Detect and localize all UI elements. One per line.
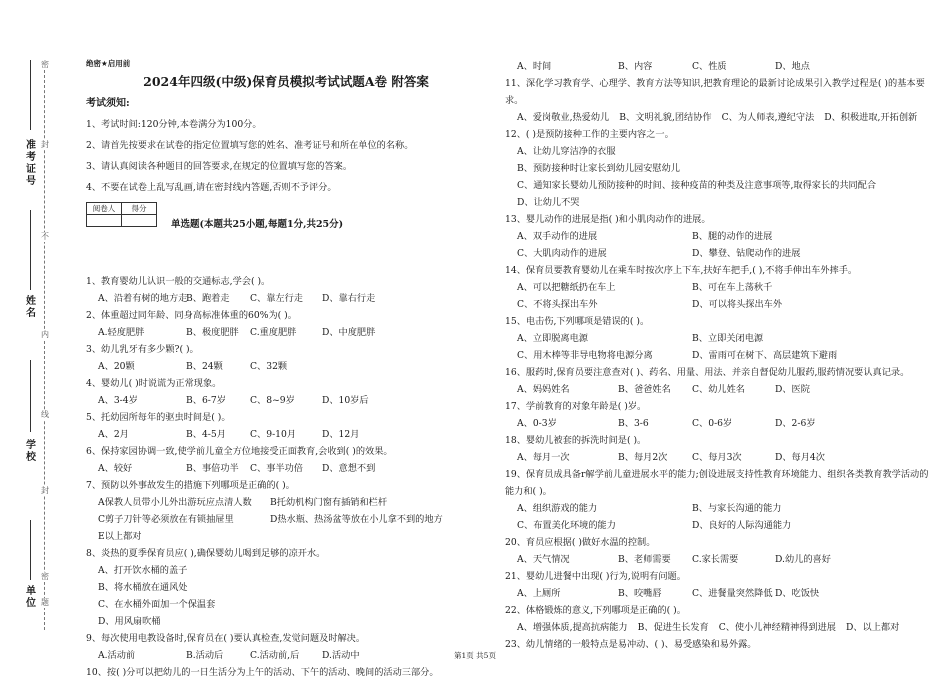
question-stem: 17、学前教育的对象年龄是( )岁。 [505, 401, 647, 412]
option: B、文明礼貌,团结协作 [619, 112, 712, 123]
option: D、以上都对 [845, 622, 900, 633]
option: A、2月 [98, 429, 129, 440]
option: A、20颗 [98, 361, 135, 372]
question-item [86, 545, 486, 630]
option: A、爱岗敬业,热爱幼儿 [517, 112, 610, 123]
question-stem: 8、炎热的夏季保育员应( ),确保婴幼儿喝到足够的凉开水。 [86, 548, 326, 559]
option: B、内容 [618, 61, 653, 72]
option: C、幼儿姓名 [692, 384, 745, 395]
option: C、使小儿神经精神得到进展 [718, 622, 836, 633]
option-row [86, 511, 486, 528]
question-stem: 13、婴儿动作的进展是指( )和小肌肉动作的进展。 [505, 214, 711, 225]
option: C、通知家长婴幼儿预防接种的时间、接种疫苗的种类及注意事项等,取得家长的共同配合 [517, 180, 877, 191]
option: A、可以把糖纸扔在车上 [517, 282, 616, 293]
option: D、吃饭快 [775, 588, 820, 599]
option: B、跑着走 [186, 293, 230, 304]
question-item [505, 602, 937, 636]
unit-label: 单位 [26, 586, 36, 609]
question-item [505, 534, 937, 568]
option-row [86, 324, 486, 341]
seal-char: 不 [41, 232, 49, 241]
notice-item: 4、不要在试卷上乱写乱画,请在密封线内答题,否则不予评分。 [86, 182, 337, 193]
question-stem: 22、体格锻炼的意义,下列哪项是正确的( )。 [505, 605, 686, 616]
option: A、立即脱离电源 [517, 333, 588, 344]
option-row [505, 619, 937, 636]
seal-char: 密 [41, 572, 49, 581]
option: B、腿的动作的进展 [692, 231, 773, 242]
score-cell[interactable] [122, 215, 157, 227]
question-item [86, 341, 486, 375]
option: D、积极进取,开拓创新 [824, 112, 918, 123]
option-row [86, 494, 486, 511]
question-item [86, 273, 486, 307]
option: B、6-7岁 [186, 395, 226, 406]
seal-char: 题 [41, 598, 49, 607]
page-title: 2024年四级(中级)保育员模拟考试试题A卷 附答案 [143, 74, 429, 89]
option: C.活动前,后 [250, 650, 300, 661]
option: D、可以将头探出车外 [692, 299, 783, 310]
question-item [505, 211, 937, 262]
option-row [505, 347, 937, 364]
reviewer-cell[interactable] [87, 215, 122, 227]
seal-char: 线 [41, 410, 49, 419]
option: C.家长需要 [692, 554, 739, 565]
option: A、双手动作的进展 [517, 231, 598, 242]
seal-line [44, 70, 45, 630]
option: D、雷雨可在树下、高层建筑下避雨 [692, 350, 838, 361]
option: A.轻度肥胖 [98, 327, 145, 338]
question-item [86, 307, 486, 341]
option-row [505, 381, 937, 398]
question-stem: 19、保育员成具备r解学前儿童进展水平的能力;创设进展支持性教育环境能力、组织各类教育教学活动的能力和( )。 [505, 469, 929, 497]
option: A、增强体质,提高抗病能力 [517, 622, 628, 633]
notice-item: 2、请首先按要求在试卷的指定位置填写您的姓名、准考证号和所在单位的名称。 [86, 140, 414, 151]
question-item [505, 466, 937, 534]
unit-field-line [30, 520, 31, 580]
option: A、上厕所 [517, 588, 561, 599]
question-stem: 12、( )是预防接种工作的主要内容之一。 [505, 129, 674, 140]
option: C、32颗 [250, 361, 288, 372]
option: B、促进生长发育 [637, 622, 709, 633]
question-stem: 15、电击伤,下列哪项是错误的( )。 [505, 316, 650, 327]
seal-char: 密 [41, 60, 49, 69]
name-label: 姓名 [26, 296, 36, 319]
option-row [505, 415, 937, 432]
option: D、良好的人际沟通能力 [692, 520, 792, 531]
question-list-left [86, 273, 486, 681]
option: C、大肌肉动作的进展 [517, 248, 607, 259]
option: B、与家长沟通的能力 [692, 503, 782, 514]
option: A、让幼儿穿洁净的衣服 [517, 146, 616, 157]
option: B、可在车上荡秋千 [692, 282, 773, 293]
option: D、医院 [775, 384, 810, 395]
option: A、时间 [517, 61, 552, 72]
option: A、每月一次 [517, 452, 570, 463]
option-row [86, 460, 486, 477]
option: D、10岁后 [322, 395, 369, 406]
option: E以上都对 [98, 531, 142, 542]
option-row [505, 228, 937, 245]
option: A.活动前 [98, 650, 136, 661]
option: D热水瓶、热汤盆等放在小儿拿不到的地方 [270, 514, 443, 525]
question-list-right [505, 58, 937, 653]
score-area [86, 202, 486, 233]
question-item [86, 664, 486, 681]
question-stem: 21、婴幼儿进餐中出现( )行为,说明有问题。 [505, 571, 686, 582]
school-label: 学校 [26, 440, 36, 463]
option: A、天气情况 [517, 554, 570, 565]
score-table [86, 202, 157, 227]
option: D、让幼儿不哭 [517, 197, 580, 208]
question-stem: 18、婴幼儿被套的拆洗时间是( )。 [505, 435, 647, 446]
section-heading: 单选题(本题共25小题,每题1分,共25分) [171, 219, 344, 230]
option: D、地点 [775, 61, 810, 72]
option: A、妈妈姓名 [517, 384, 570, 395]
option: C、为人师表,遵纪守法 [721, 112, 815, 123]
option: A、3-4岁 [98, 395, 138, 406]
option: D、12月 [322, 429, 360, 440]
question-item [505, 262, 937, 313]
option: C、靠左行走 [250, 293, 303, 304]
option: D、每月4次 [775, 452, 825, 463]
question-item [505, 313, 937, 364]
option: A保教人员带小儿外出游玩应点清人数 [98, 497, 252, 508]
seal-char: 内 [41, 330, 49, 339]
notice-heading: 考试须知: [86, 98, 130, 109]
option: C、9-10月 [250, 429, 297, 440]
option: C、0-6岁 [692, 418, 733, 429]
option: D、用风扇吹桶 [98, 616, 161, 627]
seal-char: 封 [41, 140, 49, 149]
question-stem: 16、服药时,保育员要注意查对( )、药名、用量、用法、并亲自督促幼儿服药,服药情况要认真记录。 [505, 367, 910, 378]
right-column [505, 58, 937, 653]
notice-item: 3、请认真阅读各种题目的回答要求,在规定的位置填写您的答案。 [86, 161, 353, 172]
option: B、4-5月 [186, 429, 226, 440]
notice-item: 1、考试时间:120分钟,本卷满分为100分。 [86, 119, 262, 130]
option-row [505, 279, 937, 296]
option: B、极度肥胖 [186, 327, 239, 338]
option: C、用木棒等非导电物将电源分离 [517, 350, 653, 361]
option-row [86, 290, 486, 307]
question-item [86, 443, 486, 477]
question-stem: 2、体重超过同年龄、同身高标准体重的60%为( )。 [86, 310, 297, 321]
question-stem: 23、幼儿情绪的一般特点是易冲动、( )、易受感染和易外露。 [505, 639, 757, 650]
option: A、0-3岁 [517, 418, 557, 429]
option-row [505, 296, 937, 313]
option: C、性质 [692, 61, 727, 72]
question-stem: 11、深化学习教育学、心理学、教育方法等知识,把教育理论的最新讨论成果引入教学过程是( )的基本要求。 [505, 78, 925, 106]
option: C、进餐量突然降低 [692, 588, 773, 599]
option-row [505, 585, 937, 602]
question-item [505, 75, 937, 126]
question-item [86, 477, 486, 545]
option-row [505, 517, 937, 534]
question-item [505, 126, 937, 211]
option: B、3-6 [618, 418, 649, 429]
option: C剪子刀针等必须放在有锁抽屉里 [98, 514, 234, 525]
option-row [505, 109, 937, 126]
option: C、每月3次 [692, 452, 742, 463]
option: D.幼儿的喜好 [775, 554, 831, 565]
option: B、预防接种时让家长到幼儿园安慰幼儿 [517, 163, 680, 174]
option: D、2-6岁 [775, 418, 816, 429]
question-stem: 6、保持家园协调一致,使学前儿童全方位地接受正面教育,会收到( )的效果。 [86, 446, 393, 457]
question-item [86, 375, 486, 409]
school-field-line [30, 360, 31, 432]
exam-number-field-line [30, 60, 31, 130]
question-stem: 7、预防以外事故发生的措施下列哪项是正确的( )。 [86, 480, 295, 491]
question-item [505, 398, 937, 432]
option: C、不将头探出车外 [517, 299, 598, 310]
option: B、立即关闭电源 [692, 333, 764, 344]
question-stem: 20、育员应根据( )做好水温的控制。 [505, 537, 656, 548]
option: D.活动中 [322, 650, 360, 661]
option: A、打开饮水桶的盖子 [98, 565, 188, 576]
question-item [505, 568, 937, 602]
option-row [505, 449, 937, 466]
question-item [86, 409, 486, 443]
left-column [86, 58, 486, 681]
option: D、靠右行走 [322, 293, 376, 304]
option-row [505, 500, 937, 517]
question-item [505, 432, 937, 466]
option: B、将水桶放在通风处 [98, 582, 188, 593]
option: B、事倍功半 [186, 463, 239, 474]
question-item [505, 58, 937, 75]
option-row [505, 58, 937, 75]
option: B.活动后 [186, 650, 224, 661]
page-footer: 第1页 共5页 [454, 651, 496, 660]
option: D、中度肥胖 [322, 327, 376, 338]
question-stem: 9、每次使用电教设备时,保育员在( )要认真检查,发觉问题及时解决。 [86, 633, 366, 644]
option-row [505, 551, 937, 568]
exam-number-label: 准考证号 [26, 140, 36, 187]
option: B、24颗 [186, 361, 223, 372]
question-stem: 5、托幼园所每年的驱虫时间是( )。 [86, 412, 231, 423]
question-stem: 4、婴幼儿( )时说谎为正常现象。 [86, 378, 222, 389]
option-row [86, 358, 486, 375]
option: C、事半功倍 [250, 463, 303, 474]
option: B、咬嘴唇 [618, 588, 662, 599]
question-stem: 1、教育婴幼儿认识一般的交通标志,学会( )。 [86, 276, 271, 287]
question-stem: 10、按( )分可以把幼儿的一日生活分为上午的活动、下午的活动、晚间的活动三部分。 [86, 667, 439, 678]
question-stem: 3、幼儿乳牙有多少颗?( )。 [86, 344, 199, 355]
option-row [86, 426, 486, 443]
name-field-line [30, 210, 31, 290]
option: C、布置美化环境的能力 [517, 520, 616, 531]
option: B、每月2次 [618, 452, 668, 463]
option: A、沿着有树的地方走 [98, 293, 188, 304]
question-item [505, 364, 937, 398]
notice-list [86, 117, 486, 196]
option-row [505, 330, 937, 347]
option: B、爸爸姓名 [618, 384, 671, 395]
option-row [86, 392, 486, 409]
option: D、攀登、钻爬动作的进展 [692, 248, 801, 259]
question-stem: 14、保育员要教育婴幼儿在乘车时按次序上下车,扶好车把手,( ),不将手伸出车外摔手。 [505, 265, 858, 276]
option: C.重度肥胖 [250, 327, 297, 338]
option-row [505, 245, 937, 262]
option: A、较好 [98, 463, 133, 474]
seal-char: 封 [41, 486, 49, 495]
secret-mark: 绝密★启用前 [86, 59, 131, 68]
option: C、在水桶外面加一个保温套 [98, 599, 216, 610]
option: B托幼机构门窗有插销和栏杆 [270, 497, 388, 508]
option: C、8~9岁 [250, 395, 295, 406]
binding-margin [0, 0, 70, 671]
score-header: 得分 [122, 203, 157, 215]
option: D、意想不到 [322, 463, 376, 474]
option: A、组织游戏的能力 [517, 503, 598, 514]
option: B、老师需要 [618, 554, 671, 565]
reviewer-header: 阅卷人 [87, 203, 122, 215]
